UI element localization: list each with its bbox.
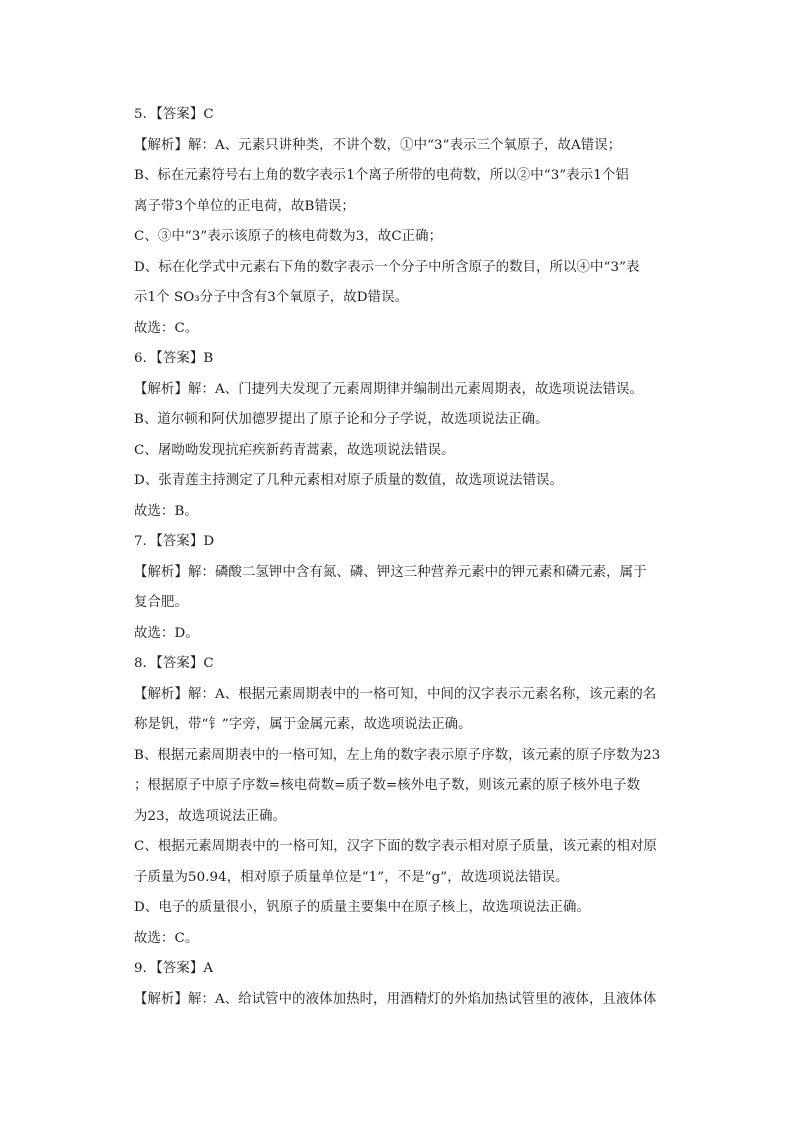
answer-heading-8: 8．【答案】C — [134, 656, 214, 671]
analysis-line: C、屠呦呦发现抗疟疾新药青蒿素，故选项说法错误。 — [134, 442, 455, 458]
answer-heading-9: 9．【答案】A — [134, 961, 214, 976]
analysis-line: D、电子的质量很小，钒原子的质量主要集中在原子核上，故选项说法正确。 — [134, 900, 591, 915]
analysis-line: B、根据元素周期表中的一格可知，左上角的数字表示原子序数，该元素的原子序数为23 — [134, 747, 661, 763]
answer-heading-6: 6．【答案】B — [134, 351, 214, 366]
analysis-line: C、根据元素周期表中的一格可知，汉字下面的数字表示相对原子质量，该元素的相对原 — [134, 839, 657, 854]
analysis-line: D、张青莲主持测定了几种元素相对原子质量的数值，故选项说法错误。 — [134, 473, 564, 488]
analysis-line: 复合肥。 — [134, 595, 188, 610]
analysis-line: 为23，故选项说法正确。 — [134, 808, 287, 824]
analysis-line: 子质量为50.94，相对原子质量单位是“1”，不是“g”，故选项说法错误。 — [134, 869, 569, 885]
conclusion-line: 故选：B。 — [134, 503, 198, 519]
analysis-line: 称是钒，带“钅”字旁，属于金属元素，故选项说法正确。 — [134, 717, 472, 732]
answer-heading-5: 5．【答案】C — [134, 107, 214, 122]
analysis-line: 【解析】解：磷酸二氢钾中含有氮、磷、钾这三种营养元素中的钾元素和磷元素，属于 — [134, 564, 647, 580]
answer-explanations — [134, 100, 674, 1015]
analysis-line: B、道尔顿和阿伏加德罗提出了原子论和分子学说，故选项说法正确。 — [134, 412, 549, 427]
conclusion-line: 故选：C。 — [134, 930, 199, 946]
analysis-line: 离子带3个单位的正电荷，故B错误； — [134, 198, 355, 214]
analysis-line: ；根据原子中原子序数=核电荷数=质子数=核外电子数，则该元素的原子核外电子数 — [134, 778, 641, 793]
analysis-line: 【解析】解：A、元素只讲种类，不讲个数，①中“3”表示三个氧原子，故A错误； — [134, 137, 622, 153]
analysis-line: 【解析】解：A、根据元素周期表中的一格可知，中间的汉字表示元素名称，该元素的名 — [134, 686, 657, 702]
analysis-line: 【解析】解：A、给试管中的液体加热时，用酒精灯的外焰加热试管里的液体，且液体体 — [134, 991, 657, 1007]
analysis-line: D、标在化学式中元素右下角的数字表示一个分子中所含原子的数目，所以④中“3”表 — [134, 259, 640, 275]
conclusion-line: 故选：D。 — [134, 625, 199, 641]
analysis-line: 【解析】解：A、门捷列夫发现了元素周期律并编制出元素周期表，故选项说法错误。 — [134, 381, 643, 397]
conclusion-line: 故选：C。 — [134, 320, 199, 336]
analysis-line: C、③中“3”表示该原子的核电荷数为3，故C正确； — [134, 229, 443, 244]
analysis-line: 示1个 SO₃分子中含有3个氧原子，故D错误。 — [134, 290, 409, 305]
analysis-line: B、标在元素符号右上角的数字表示1个离子所带的电荷数，所以②中“3”表示1个铝 — [134, 168, 629, 183]
answer-heading-7: 7．【答案】D — [134, 534, 215, 549]
